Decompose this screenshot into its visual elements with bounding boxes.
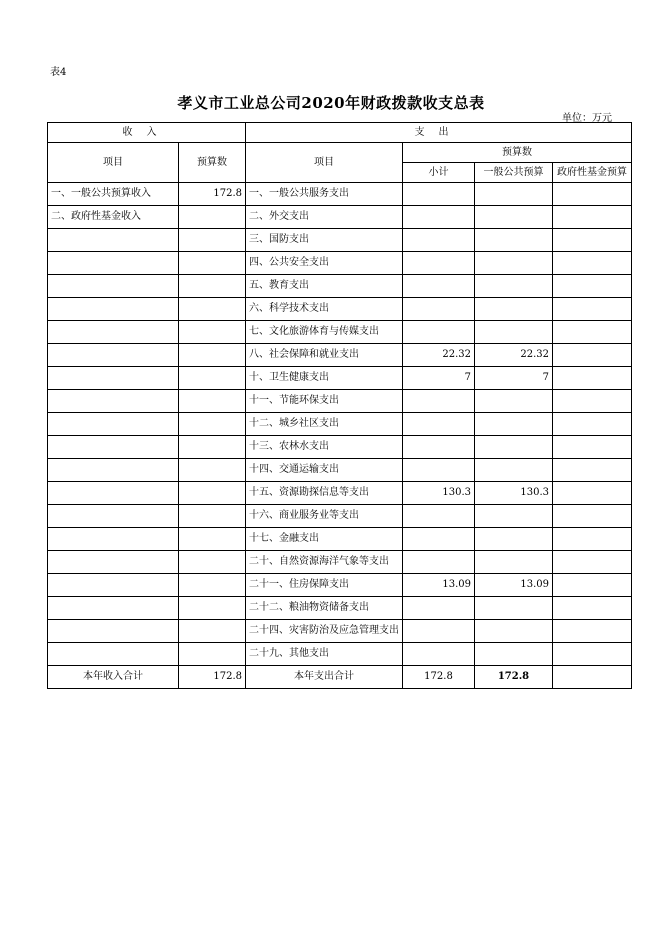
fund-budget-cell [553,643,632,666]
subtotal-cell [403,252,475,275]
subtotal-cell [403,436,475,459]
general-budget-cell [475,436,553,459]
table-row [48,206,632,229]
income-item-cell [48,298,179,321]
income-item-cell: 一、一般公共预算收入 [48,183,179,206]
income-item-cell [48,436,179,459]
unit-label: 单位：万元 [562,113,612,124]
general-budget-cell [475,390,553,413]
income-amount-cell [179,275,246,298]
general-budget-cell [475,183,553,206]
expense-item-cell: 二十二、粮油物资储备支出 [246,597,403,620]
fund-budget-cell [553,413,632,436]
income-item-cell [48,574,179,597]
fund-budget-cell [553,298,632,321]
expense-item-cell: 二十一、住房保障支出 [246,574,403,597]
expense-total-subtotal: 172.8 [403,666,475,689]
fund-budget-cell [553,574,632,597]
subtotal-cell [403,597,475,620]
expense-item-cell: 三、国防支出 [246,229,403,252]
table-row [48,183,632,206]
fund-budget-cell [553,505,632,528]
table-row [48,551,632,574]
income-item-cell [48,505,179,528]
table-row [48,505,632,528]
subtotal-cell [403,275,475,298]
fund-budget-cell [553,551,632,574]
fund-budget-header: 政府性基金预算 [553,163,632,183]
income-item-cell [48,551,179,574]
subtotal-cell [403,528,475,551]
income-amount-cell [179,459,246,482]
subtotal-cell [403,321,475,344]
table-row [48,367,632,390]
fund-budget-cell [553,206,632,229]
table-row [48,574,632,597]
general-budget-cell [475,275,553,298]
expense-item-cell: 二、外交支出 [246,206,403,229]
subtotal-cell: 130.3 [403,482,475,505]
fund-budget-cell [553,597,632,620]
subtotal-cell [403,229,475,252]
income-item-cell [48,459,179,482]
expense-item-cell: 七、文化旅游体育与传媒支出 [246,321,403,344]
income-amount-cell [179,436,246,459]
subtotal-header: 小计 [403,163,475,183]
expense-item-header: 项目 [246,143,403,183]
income-item-cell [48,390,179,413]
income-item-cell [48,482,179,505]
general-budget-cell [475,643,553,666]
table-row [48,528,632,551]
page-title: 孝义市工业总公司2020年财政拨款收支总表 [177,94,485,112]
subtotal-cell [403,390,475,413]
expense-item-cell: 八、社会保障和就业支出 [246,344,403,367]
income-item-cell [48,229,179,252]
fund-budget-cell [553,252,632,275]
general-budget-cell [475,620,553,643]
expense-item-cell: 二十四、灾害防治及应急管理支出 [246,620,403,643]
header-row-columns [48,143,632,163]
general-budget-header: 一般公共预算 [475,163,553,183]
income-amount-cell [179,482,246,505]
income-total-amount: 172.8 [179,666,246,689]
expense-item-cell: 十四、交通运输支出 [246,459,403,482]
subtotal-cell: 13.09 [403,574,475,597]
expense-item-cell: 二十、自然资源海洋气象等支出 [246,551,403,574]
expense-item-cell: 二十九、其他支出 [246,643,403,666]
fund-budget-cell [553,183,632,206]
income-item-cell: 二、政府性基金收入 [48,206,179,229]
fund-budget-cell [553,321,632,344]
income-amount-cell [179,344,246,367]
fund-budget-cell [553,482,632,505]
income-budget-header: 预算数 [179,143,246,183]
expense-item-cell: 十三、农林水支出 [246,436,403,459]
table-row [48,298,632,321]
income-amount-cell [179,528,246,551]
income-item-cell [48,275,179,298]
expense-item-cell: 十、卫生健康支出 [246,367,403,390]
income-amount-cell [179,367,246,390]
fund-budget-cell [553,620,632,643]
expense-total-general: 172.8 [475,666,553,689]
expense-item-cell: 一、一般公共服务支出 [246,183,403,206]
income-amount-cell [179,229,246,252]
income-item-header: 项目 [48,143,179,183]
fund-budget-cell [553,390,632,413]
subtotal-cell [403,551,475,574]
general-budget-cell [475,229,553,252]
general-budget-cell [475,459,553,482]
income-amount-cell [179,206,246,229]
totals-row [48,666,632,689]
expense-total-label: 本年支出合计 [246,666,403,689]
income-amount-cell [179,505,246,528]
general-budget-cell [475,528,553,551]
expense-item-cell: 十六、商业服务业等支出 [246,505,403,528]
income-amount-cell [179,321,246,344]
expense-item-cell: 十七、金融支出 [246,528,403,551]
general-budget-cell [475,413,553,436]
expense-section-header: 支出 [246,123,632,143]
general-budget-cell [475,597,553,620]
table-row [48,413,632,436]
expense-item-cell: 十一、节能环保支出 [246,390,403,413]
income-amount-cell [179,252,246,275]
subtotal-cell: 7 [403,367,475,390]
expense-item-cell: 十二、城乡社区支出 [246,413,403,436]
expense-item-cell: 六、科学技术支出 [246,298,403,321]
subtotal-cell: 22.32 [403,344,475,367]
income-amount-cell [179,597,246,620]
general-budget-cell [475,321,553,344]
general-budget-cell [475,505,553,528]
general-budget-cell [475,206,553,229]
income-item-cell [48,321,179,344]
income-amount-cell [179,413,246,436]
table-row [48,459,632,482]
general-budget-cell [475,252,553,275]
fund-budget-cell [553,229,632,252]
income-total-label: 本年收入合计 [48,666,179,689]
income-amount-cell [179,574,246,597]
income-item-cell [48,597,179,620]
income-amount-cell: 172.8 [179,183,246,206]
table-row [48,390,632,413]
table-row [48,252,632,275]
expense-item-cell: 五、教育支出 [246,275,403,298]
expense-budget-group-header: 预算数 [403,143,632,163]
expense-total-fund [553,666,632,689]
income-amount-cell [179,551,246,574]
income-item-cell [48,620,179,643]
general-budget-cell: 22.32 [475,344,553,367]
header-row-sections [48,123,632,143]
income-item-cell [48,643,179,666]
table-row [48,321,632,344]
income-amount-cell [179,390,246,413]
subtotal-cell [403,459,475,482]
table-row [48,344,632,367]
general-budget-cell: 7 [475,367,553,390]
subtotal-cell [403,620,475,643]
income-amount-cell [179,298,246,321]
table-row [48,482,632,505]
table-row [48,597,632,620]
table-row [48,436,632,459]
table-row [48,275,632,298]
expense-item-cell: 十五、资源勘探信息等支出 [246,482,403,505]
expense-item-cell: 四、公共安全支出 [246,252,403,275]
general-budget-cell: 130.3 [475,482,553,505]
table-row [48,229,632,252]
subtotal-cell [403,505,475,528]
subtotal-cell [403,206,475,229]
income-item-cell [48,344,179,367]
table-number-label: 表4 [50,67,67,78]
table-row [48,643,632,666]
income-item-cell [48,413,179,436]
subtotal-cell [403,298,475,321]
subtotal-cell [403,413,475,436]
subtotal-cell [403,643,475,666]
fund-budget-cell [553,528,632,551]
income-item-cell [48,367,179,390]
income-section-header: 收入 [48,123,246,143]
fund-budget-cell [553,275,632,298]
income-amount-cell [179,643,246,666]
fund-budget-cell [553,436,632,459]
fund-budget-cell [553,344,632,367]
budget-summary-table [47,122,632,689]
general-budget-cell [475,551,553,574]
fund-budget-cell [553,367,632,390]
income-item-cell [48,528,179,551]
table-row [48,620,632,643]
fund-budget-cell [553,459,632,482]
income-item-cell [48,252,179,275]
general-budget-cell [475,298,553,321]
income-amount-cell [179,620,246,643]
subtotal-cell [403,183,475,206]
general-budget-cell: 13.09 [475,574,553,597]
